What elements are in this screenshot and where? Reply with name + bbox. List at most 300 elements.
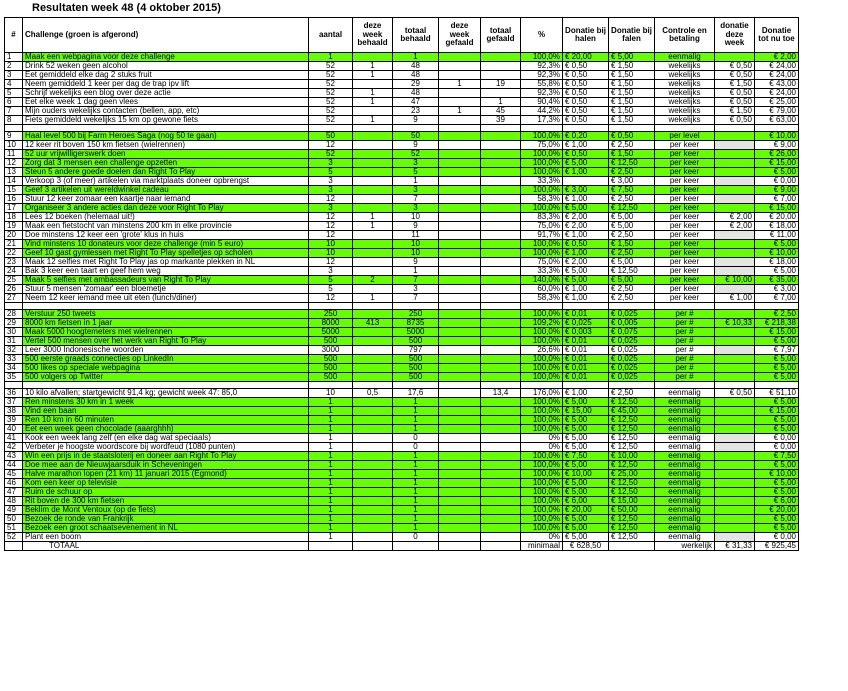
cell-aantal: 1: [309, 425, 353, 434]
cell-donatie-halen: € 5,00: [563, 416, 609, 425]
cell-totaal-behaald: 11: [393, 231, 439, 240]
cell-number: 12: [5, 159, 23, 168]
cell-aantal: 1: [309, 506, 353, 515]
cell-week-behaald: [353, 267, 393, 276]
cell-percentage: 100,0%: [521, 398, 563, 407]
cell-percentage: 100,0%: [521, 249, 563, 258]
table-row: [5, 434, 799, 443]
cell-week-behaald: [353, 258, 393, 267]
cell-donatie-halen: € 20,00: [563, 506, 609, 515]
cell-controle: eenmalig: [655, 407, 715, 416]
table-row: [5, 355, 799, 364]
cell-number: 51: [5, 524, 23, 533]
table-row: [5, 204, 799, 213]
cell-week-behaald: [353, 398, 393, 407]
cell-donatie-falen: € 12,50: [609, 443, 655, 452]
cell-donatie-totaal: € 5,00: [755, 267, 799, 276]
cell-totaal-gefaald: [481, 89, 521, 98]
table-row: [5, 470, 799, 479]
cell-challenge: Maak een webpagina voor deze challenge: [23, 53, 309, 62]
cell-donatie-falen: € 0,025: [609, 337, 655, 346]
cell-donatie-totaal: € 2,00: [755, 53, 799, 62]
cell-challenge: Verkoop 3 (of meer) artikelen via marktplaats doneer opbrengst: [23, 177, 309, 186]
cell-totaal-gefaald: [481, 434, 521, 443]
col-header-totaal-gefaald: totaal gefaald: [481, 18, 521, 53]
cell-week-behaald: [353, 231, 393, 240]
cell-donatie-halen: € 0,01: [563, 346, 609, 355]
cell-aantal: 1: [309, 407, 353, 416]
cell-challenge: Zorg dat 3 mensen een challenge opzetten: [23, 159, 309, 168]
cell-donatie-falen: € 2,50: [609, 389, 655, 398]
cell-totaal-gefaald: [481, 53, 521, 62]
cell-aantal: 10: [309, 240, 353, 249]
cell-totaal-gefaald: [481, 141, 521, 150]
cell-donatie-week: € 0,50: [715, 98, 755, 107]
cell-donatie-totaal: € 0,00: [755, 177, 799, 186]
cell-totaal-gefaald: [481, 177, 521, 186]
cell-totaal-behaald: 500: [393, 373, 439, 382]
cell-donatie-week: € 10,33: [715, 319, 755, 328]
cell-donatie-halen: € 2,00: [563, 222, 609, 231]
cell-controle: wekelijks: [655, 71, 715, 80]
cell-week-gefaald: [439, 258, 481, 267]
cell-donatie-totaal: € 24,00: [755, 89, 799, 98]
cell-week-gefaald: [439, 249, 481, 258]
cell-percentage: 92,3%: [521, 89, 563, 98]
cell-number: 36: [5, 389, 23, 398]
cell-aantal: 3: [309, 204, 353, 213]
cell-percentage: 75,0%: [521, 258, 563, 267]
cell-controle: per keer: [655, 231, 715, 240]
cell-donatie-falen: € 1,50: [609, 98, 655, 107]
cell-number: 35: [5, 373, 23, 382]
cell-controle: wekelijks: [655, 116, 715, 125]
table-row: [5, 116, 799, 125]
cell-week-gefaald: [439, 328, 481, 337]
cell-week-gefaald: [439, 294, 481, 303]
cell-donatie-falen: € 12,50: [609, 461, 655, 470]
cell-controle: per #: [655, 337, 715, 346]
cell-controle: eenmalig: [655, 488, 715, 497]
cell-week-behaald: 1: [353, 62, 393, 71]
cell-donatie-halen: € 1,00: [563, 141, 609, 150]
cell-number: 1: [5, 53, 23, 62]
table-row: [5, 425, 799, 434]
cell-challenge: Bezoek een groot schaatsevenement in NL: [23, 524, 309, 533]
cell-challenge: Maak een fietstocht van minstens 200 km in elke provincie: [23, 222, 309, 231]
cell-donatie-week: [715, 204, 755, 213]
cell-aantal: 500: [309, 373, 353, 382]
cell-donatie-totaal: € 5,00: [755, 355, 799, 364]
cell-donatie-halen: € 0,50: [563, 71, 609, 80]
col-header-week-gefaald: deze week gefaald: [439, 18, 481, 53]
cell-aantal: 1: [309, 398, 353, 407]
cell-donatie-falen: € 50,00: [609, 506, 655, 515]
cell-donatie-falen: € 0,025: [609, 364, 655, 373]
cell-week-gefaald: [439, 177, 481, 186]
cell-challenge: Maak 12 selfies met Right To Play jas op markante plekken in NL: [23, 258, 309, 267]
cell-week-gefaald: [439, 515, 481, 524]
cell-week-gefaald: [439, 407, 481, 416]
cell-totaal-gefaald: 1: [481, 98, 521, 107]
cell-totaal-behaald: 10: [393, 213, 439, 222]
cell-donatie-totaal: € 7,00: [755, 294, 799, 303]
cell-week-behaald: [353, 416, 393, 425]
cell-donatie-falen: € 1,50: [609, 62, 655, 71]
cell-week-gefaald: [439, 416, 481, 425]
cell-donatie-halen: € 5,00: [563, 488, 609, 497]
cell-controle: per keer: [655, 168, 715, 177]
cell-challenge: Eet gemiddeld elke dag 2 stuks fruit: [23, 71, 309, 80]
cell-donatie-falen: € 2,50: [609, 294, 655, 303]
cell-totaal-behaald: 500: [393, 364, 439, 373]
cell-week-gefaald: 1: [439, 107, 481, 116]
table-row: [5, 132, 799, 141]
cell-totaal-gefaald: [481, 337, 521, 346]
cell-week-gefaald: [439, 98, 481, 107]
cell-donatie-halen: € 6,00: [563, 497, 609, 506]
cell-week-behaald: [353, 195, 393, 204]
cell-week-gefaald: [439, 186, 481, 195]
cell-week-gefaald: [439, 364, 481, 373]
cell-donatie-totaal: € 0,00: [755, 533, 799, 542]
week-total: € 31,33: [715, 542, 755, 551]
cell-challenge: Stuur 12 keer zomaar een kaartje naar iemand: [23, 195, 309, 204]
col-header-donatie-falen: Donatie bij falen: [609, 18, 655, 53]
cell-number: 19: [5, 222, 23, 231]
table-row: [5, 195, 799, 204]
cell-percentage: 100,0%: [521, 497, 563, 506]
cell-donatie-week: € 0,50: [715, 71, 755, 80]
cell-donatie-halen: € 1,00: [563, 168, 609, 177]
cell-donatie-falen: € 1,50: [609, 89, 655, 98]
cell-donatie-week: [715, 373, 755, 382]
cell-week-gefaald: 1: [439, 80, 481, 89]
table-row: [5, 443, 799, 452]
cell-totaal-behaald: 48: [393, 62, 439, 71]
cell-controle: per #: [655, 364, 715, 373]
cell-donatie-falen: € 5,00: [609, 222, 655, 231]
cell-donatie-halen: € 5,00: [563, 434, 609, 443]
cell-week-behaald: [353, 337, 393, 346]
cell-donatie-totaal: € 10,00: [755, 132, 799, 141]
cell-donatie-totaal: € 35,00: [755, 276, 799, 285]
cell-donatie-week: [715, 310, 755, 319]
cell-week-gefaald: [439, 389, 481, 398]
cell-donatie-week: [715, 337, 755, 346]
group-separator: [5, 382, 799, 389]
cell-number: 20: [5, 231, 23, 240]
cell-aantal: 10: [309, 249, 353, 258]
cell-aantal: 1: [309, 443, 353, 452]
cell-donatie-week: [715, 258, 755, 267]
cell-week-behaald: [353, 497, 393, 506]
cell-challenge: Maak 5 selfies met ambassadeurs van Right To Play: [23, 276, 309, 285]
cell-donatie-falen: € 12,50: [609, 533, 655, 542]
cell-percentage: 100,0%: [521, 524, 563, 533]
cell-percentage: 100,0%: [521, 425, 563, 434]
cell-week-behaald: [353, 285, 393, 294]
cell-controle: eenmalig: [655, 425, 715, 434]
cell-percentage: 100,0%: [521, 150, 563, 159]
cell-totaal-behaald: 1: [393, 479, 439, 488]
cell-donatie-week: € 1,50: [715, 80, 755, 89]
cell-donatie-totaal: € 7,50: [755, 452, 799, 461]
table-row: [5, 258, 799, 267]
cell-donatie-week: [715, 328, 755, 337]
cell-totaal-gefaald: [481, 443, 521, 452]
cell-aantal: 12: [309, 231, 353, 240]
cell-challenge: Verstuur 250 tweets: [23, 310, 309, 319]
cell-totaal-behaald: 797: [393, 346, 439, 355]
cell-number: 34: [5, 364, 23, 373]
cell-controle: per keer: [655, 249, 715, 258]
cell-donatie-week: [715, 249, 755, 258]
cell-week-gefaald: [439, 213, 481, 222]
cell-totaal-behaald: 10: [393, 249, 439, 258]
cell-week-gefaald: [439, 116, 481, 125]
table-row: [5, 364, 799, 373]
cell-number: 52: [5, 533, 23, 542]
cell-donatie-totaal: € 0,00: [755, 443, 799, 452]
cell-number: 26: [5, 285, 23, 294]
cell-aantal: 12: [309, 213, 353, 222]
cell-percentage: 100,0%: [521, 204, 563, 213]
cell-week-gefaald: [439, 533, 481, 542]
cell-donatie-falen: € 12,50: [609, 434, 655, 443]
cell-donatie-totaal: € 43,00: [755, 80, 799, 89]
cell-percentage: 100,0%: [521, 373, 563, 382]
cell-controle: per keer: [655, 267, 715, 276]
cell-donatie-falen: € 12,50: [609, 416, 655, 425]
cell-totaal-gefaald: [481, 319, 521, 328]
cell-number: 25: [5, 276, 23, 285]
cell-week-gefaald: [439, 231, 481, 240]
cell-controle: per level: [655, 132, 715, 141]
cell-number: 45: [5, 470, 23, 479]
cell-totaal-behaald: 9: [393, 141, 439, 150]
cell-donatie-halen: € 0,50: [563, 98, 609, 107]
cell-number: 21: [5, 240, 23, 249]
cell-number: 5: [5, 89, 23, 98]
cell-percentage: 44,2%: [521, 107, 563, 116]
cell-controle: per keer: [655, 258, 715, 267]
cell-aantal: 10: [309, 389, 353, 398]
cell-week-gefaald: [439, 132, 481, 141]
cell-number: 41: [5, 434, 23, 443]
cell-percentage: 100,0%: [521, 488, 563, 497]
col-header-controle: Controle en betaling: [655, 18, 715, 53]
sheet-title: Resultaten week 48 (4 oktober 2015): [32, 2, 221, 14]
cell-challenge: Verbeter je hoogste woordscore bij wordfeud (1080 punten): [23, 443, 309, 452]
cell-week-behaald: [353, 80, 393, 89]
cell-challenge: Mijn ouders wekelijks contacten (bellen, app, etc): [23, 107, 309, 116]
col-header-donatie-halen: Donatie bij halen: [563, 18, 609, 53]
cell-donatie-totaal: € 20,00: [755, 213, 799, 222]
table-body: [5, 53, 799, 542]
cell-donatie-week: [715, 53, 755, 62]
cell-donatie-totaal: € 5,00: [755, 364, 799, 373]
cell-controle: wekelijks: [655, 62, 715, 71]
cell-donatie-week: [715, 524, 755, 533]
cell-challenge: Lees 12 boeken (helemaal uit!): [23, 213, 309, 222]
cell-totaal-behaald: 7: [393, 294, 439, 303]
cell-controle: eenmalig: [655, 479, 715, 488]
cell-number: 6: [5, 98, 23, 107]
cell-percentage: 100,0%: [521, 506, 563, 515]
col-header-totaal-behaald: totaal behaald: [393, 18, 439, 53]
cell-challenge: Bezoek de ronde van Frankrijk: [23, 515, 309, 524]
cell-week-behaald: [353, 186, 393, 195]
cell-donatie-halen: € 1,00: [563, 389, 609, 398]
cell-controle: wekelijks: [655, 89, 715, 98]
cell-challenge: Neem gemiddeld 1 keer per dag de trap ipv lift: [23, 80, 309, 89]
cell-percentage: 100,0%: [521, 159, 563, 168]
cell-number: 39: [5, 416, 23, 425]
cell-totaal-behaald: 3: [393, 159, 439, 168]
cell-week-behaald: [353, 204, 393, 213]
cell-totaal-behaald: 50: [393, 132, 439, 141]
cell-controle: per keer: [655, 141, 715, 150]
cell-percentage: 100,0%: [521, 328, 563, 337]
cell-aantal: 5: [309, 276, 353, 285]
cell-number: 18: [5, 213, 23, 222]
cell-aantal: 5: [309, 168, 353, 177]
cell-aantal: 5000: [309, 328, 353, 337]
cell-challenge: Stuur 5 mensen 'zomaar' een bloemetje: [23, 285, 309, 294]
cell-totaal-gefaald: [481, 407, 521, 416]
cell-donatie-falen: € 45,00: [609, 407, 655, 416]
cell-donatie-totaal: € 79,00: [755, 107, 799, 116]
cell-donatie-halen: € 0,025: [563, 319, 609, 328]
cell-donatie-halen: € 0,20: [563, 132, 609, 141]
cell-totaal-behaald: 23: [393, 107, 439, 116]
cell-number: 29: [5, 319, 23, 328]
cell-aantal: 3: [309, 186, 353, 195]
cell-totaal-gefaald: [481, 186, 521, 195]
cell-week-gefaald: [439, 434, 481, 443]
cell-donatie-totaal: € 5,00: [755, 373, 799, 382]
cell-number: 16: [5, 195, 23, 204]
cell-totaal-behaald: 7: [393, 195, 439, 204]
cell-totaal-gefaald: [481, 425, 521, 434]
cell-donatie-halen: € 1,00: [563, 195, 609, 204]
cell-percentage: 100,0%: [521, 240, 563, 249]
cell-challenge: 52 uur vrijwilligerswerk doen: [23, 150, 309, 159]
cell-donatie-totaal: € 3,00: [755, 285, 799, 294]
cell-donatie-halen: € 5,00: [563, 398, 609, 407]
cell-number: 28: [5, 310, 23, 319]
cell-number: 33: [5, 355, 23, 364]
cell-donatie-halen: € 5,00: [563, 443, 609, 452]
cell-aantal: 12: [309, 195, 353, 204]
cell-donatie-halen: € 10,00: [563, 470, 609, 479]
cell-percentage: 100,0%: [521, 461, 563, 470]
cell-percentage: 58,3%: [521, 195, 563, 204]
cell-donatie-totaal: € 15,00: [755, 328, 799, 337]
cell-challenge: Doe minstens 12 keer een 'grote' klus in huis: [23, 231, 309, 240]
cell-donatie-halen: € 0,01: [563, 310, 609, 319]
cell-donatie-halen: € 5,00: [563, 267, 609, 276]
cell-totaal-behaald: 9: [393, 116, 439, 125]
cell-controle: wekelijks: [655, 80, 715, 89]
cell-week-behaald: 2: [353, 276, 393, 285]
cell-totaal-behaald: 52: [393, 150, 439, 159]
cell-week-behaald: [353, 177, 393, 186]
cell-week-behaald: [353, 452, 393, 461]
cell-totaal-behaald: 47: [393, 98, 439, 107]
cell-aantal: 3: [309, 177, 353, 186]
cell-donatie-week: [715, 186, 755, 195]
cell-donatie-falen: € 1,50: [609, 107, 655, 116]
cell-challenge: Rit boven de 300 km fietsen: [23, 497, 309, 506]
cell-number: 44: [5, 461, 23, 470]
cell-week-gefaald: [439, 62, 481, 71]
cell-percentage: 26,6%: [521, 346, 563, 355]
cell-donatie-totaal: € 15,00: [755, 204, 799, 213]
cell-number: 8: [5, 116, 23, 125]
cell-donatie-totaal: € 10,00: [755, 249, 799, 258]
cell-donatie-halen: € 0,50: [563, 89, 609, 98]
cell-percentage: 100,0%: [521, 407, 563, 416]
table-row: [5, 479, 799, 488]
cell-challenge: Steun 5 andere goede doelen dan Right To Play: [23, 168, 309, 177]
cell-week-gefaald: [439, 222, 481, 231]
cell-totaal-behaald: 1: [393, 488, 439, 497]
cell-week-behaald: [353, 407, 393, 416]
cell-week-behaald: [353, 364, 393, 373]
cell-totaal-gefaald: [481, 71, 521, 80]
cell-controle: eenmalig: [655, 524, 715, 533]
cell-week-behaald: 1: [353, 294, 393, 303]
cell-week-gefaald: [439, 452, 481, 461]
table-row: [5, 222, 799, 231]
cell-aantal: 1: [309, 533, 353, 542]
cell-controle: eenmalig: [655, 515, 715, 524]
cell-number: 27: [5, 294, 23, 303]
cell-challenge: 8000 km fietsen in 1 jaar: [23, 319, 309, 328]
cell-donatie-totaal: € 24,00: [755, 62, 799, 71]
cell-donatie-falen: € 2,50: [609, 168, 655, 177]
cell-percentage: 83,3%: [521, 213, 563, 222]
cell-donatie-falen: € 1,50: [609, 240, 655, 249]
cell-aantal: 52: [309, 71, 353, 80]
cell-donatie-week: [715, 488, 755, 497]
cell-donatie-week: [715, 506, 755, 515]
cell-donatie-totaal: € 2,50: [755, 310, 799, 319]
cell-aantal: 52: [309, 89, 353, 98]
cell-controle: per keer: [655, 294, 715, 303]
table-row: [5, 515, 799, 524]
cell-week-gefaald: [439, 141, 481, 150]
cell-number: 3: [5, 71, 23, 80]
cell-totaal-gefaald: 19: [481, 80, 521, 89]
cell-donatie-falen: € 12,50: [609, 398, 655, 407]
cell-aantal: 1: [309, 497, 353, 506]
cell-donatie-halen: € 5,00: [563, 479, 609, 488]
cell-week-behaald: [353, 425, 393, 434]
cell-totaal-gefaald: [481, 276, 521, 285]
cell-donatie-halen: € 0,003: [563, 328, 609, 337]
cell-aantal: 52: [309, 98, 353, 107]
cell-week-gefaald: [439, 524, 481, 533]
cell-week-gefaald: [439, 89, 481, 98]
cell-donatie-week: [715, 515, 755, 524]
table-row: [5, 285, 799, 294]
cell-week-behaald: 1: [353, 116, 393, 125]
cell-controle: eenmalig: [655, 443, 715, 452]
cell-donatie-week: € 0,50: [715, 116, 755, 125]
